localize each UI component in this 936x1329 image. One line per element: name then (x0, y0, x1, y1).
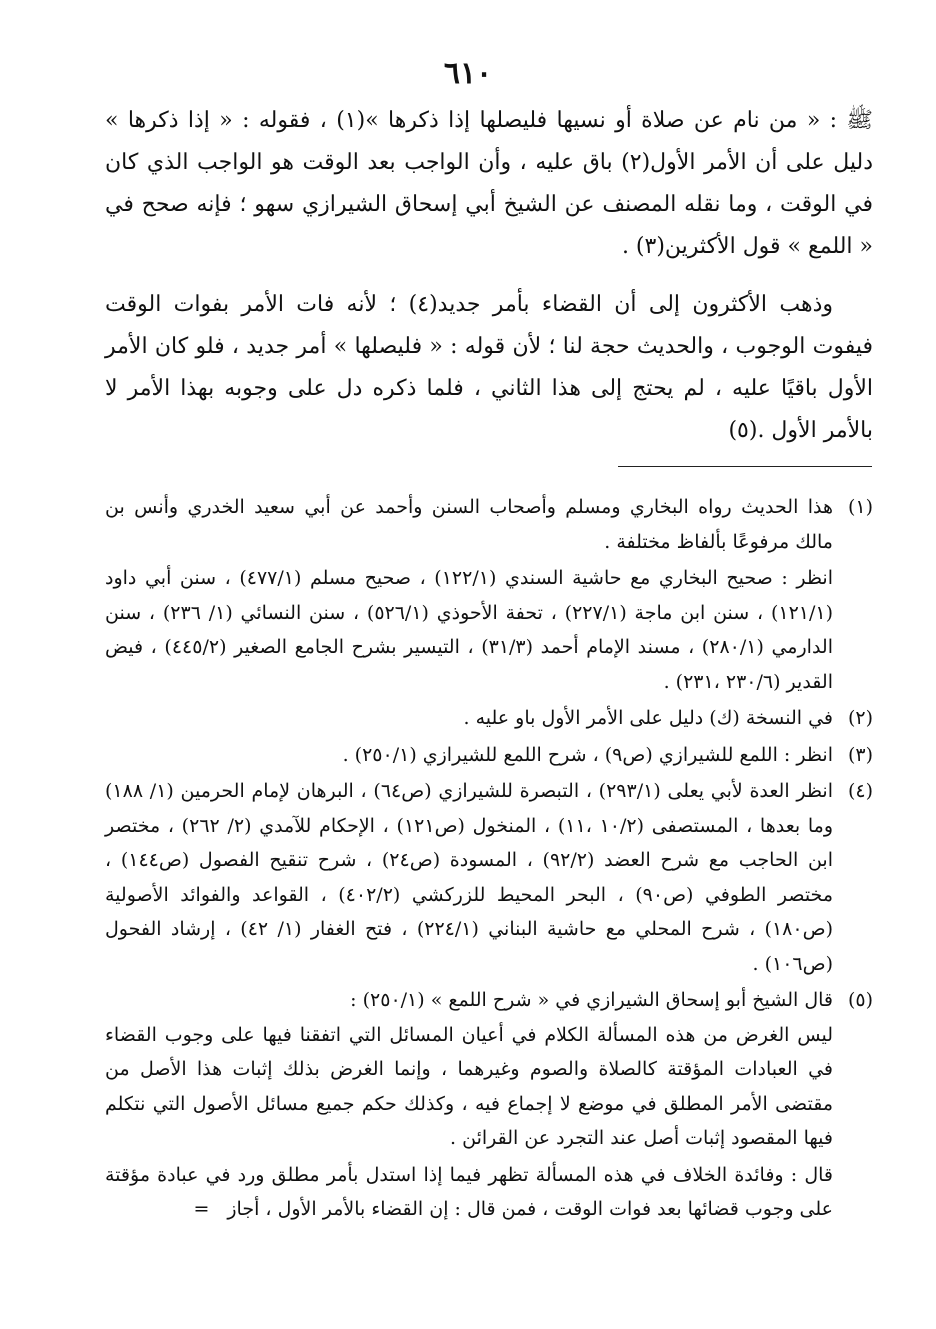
footnote-1 (105, 490, 873, 699)
footnote-text: في النسخة (ك) دليل على الأمر الأول باو عليه . (463, 707, 833, 729)
footnote-number: (٤) (847, 780, 873, 802)
main-paragraph-2-text: وذهب الأكثرون إلى أن القضاء بأمر جديد(٤) ؛ لأنه فات الأمر بفوات الوقت فيفوت الوجوب ، والحديث حجة لنا ؛ لأن قوله : « فليصلها » أمر جديد ، فلو كان الأمر الأول باقيًا عليه ، لم يحتج إلى هذا الثاني ، فلما ذكره دل على وجوبه بهذا الأمر لا بالأمر الأول .(٥) (105, 292, 873, 443)
footnote-number: (٥) (847, 989, 873, 1011)
footnote-2 (105, 701, 873, 736)
footnote-5-quote-1 (105, 1018, 873, 1156)
footnote-text: قال الشيخ أبو إسحاق الشيرازي في « شرح اللمع » (٢٥٠/١) : (350, 989, 833, 1011)
continuation-mark: = (193, 1198, 210, 1220)
footnote-text: انظر : اللمع للشيرازي (ص٩) ، شرح اللمع للشيرازي (٢٥٠/١) . (342, 743, 833, 766)
footnote-number: (٣) (847, 743, 873, 766)
main-paragraph-1 (105, 100, 873, 268)
footnote-text: هذا الحديث رواه البخاري ومسلم وأصحاب السنن وأحمد عن أبي سعيد الخدري وأنس بن مالك مرفوعًا بألفاظ مختلفة . (105, 496, 833, 553)
quote-text: ليس الغرض من هذه المسألة الكلام في أعيان المسائل التي اتفقنا فيها على وجوب القضاء في العبادات المؤقتة كالصلاة والصوم وغيرهما ، وإنما الغرض بذلك إثبات هذا الأصل من مقتضى الأمر المطلق في موضع لا إجماع فيه ، وكذلك حكم جميع مسائل الأصول التي نتكلم فيها المقصود إثبات أصل عند التجرد عن القرائن . (105, 1023, 833, 1149)
footnote-5 (105, 983, 873, 1018)
footnote-references: انظر : صحيح البخاري مع حاشية السندي (١٢٢/١) ، صحيح مسلم (٤٧٧/١) ، سنن أبي داود (١٢١/١) ، سنن ابن ماجة (٢٢٧/١) ، تحفة الأحوذي (٥٢٦/١) ، سنن النسائي (١/ ٢٣٦) ، سنن الدارمي (٢٨٠/١) ، مسند الإمام أحمد (٣١/٣) ، التيسير بشرح الجامع الصغير (٤٤٥/٢) ، فيض القدير (٢٣٠/٦ ،٢٣١) . (105, 567, 834, 693)
main-text (105, 100, 873, 452)
footnote-separator (618, 466, 872, 467)
main-paragraph-1-text: ﷺ : « من نام عن صلاة أو نسيها فليصلها إذا ذكرها »(١) ، فقوله : « إذا ذكرها » دليل على أن الأمر الأول(٢) باق عليه ، وأن الواجب بعد الوقت هو الواجب الذي كان في الوقت ، وما نقله المصنف عن الشيخ أبي إسحاق الشيرازي سهو ؛ فإنه صحح في « اللمع » قول الأكثرين(٣) . (105, 108, 873, 259)
footnote-3 (105, 738, 873, 773)
quote-text: قال : وفائدة الخلاف في هذه المسألة تظهر فيما إذا استدل بأمر مطلق ورد في عبادة مؤقتة على وجوب قضائها بعد فوات الوقت ، فمن قال : إن القضاء بالأمر الأول ، أجاز (105, 1163, 833, 1220)
footnotes (105, 490, 873, 1227)
page-number: ٦١٠ (443, 56, 493, 91)
footnote-text: انظر العدة لأبي يعلى (٢٩٣/١) ، التبصرة للشيرازي (ص٦٤) ، البرهان لإمام الحرمين (١/ ١٨٨) وما بعدها ، المستصفى (١٠/٢ ،١١) ، المنخول (ص١٢١) ، الإحكام للآمدي (٢/ ٢٦٢) ، مختصر ابن الحاجب مع شرح العضد (٩٢/٢) ، المسودة (ص٢٤) ، شرح تنقيح الفصول (ص١٤٤) ، مختصر الطوفي (ص٩٠) ، البحر المحيط للزركشي (٤٠٢/٢) ، القواعد والفوائد الأصولية (ص١٨٠) ، شرح المحلي مع حاشية البناني (٢٢٤/١) ، فتح الغفار (١/ ٤٢) ، إرشاد الفحول (ص١٠٦) . (105, 780, 834, 975)
main-paragraph-2 (105, 284, 873, 452)
footnote-4 (105, 774, 873, 981)
footnote-5-quote-2 (105, 1158, 873, 1227)
footnote-number: (٢) (847, 707, 873, 729)
footnote-number: (١) (847, 496, 873, 518)
